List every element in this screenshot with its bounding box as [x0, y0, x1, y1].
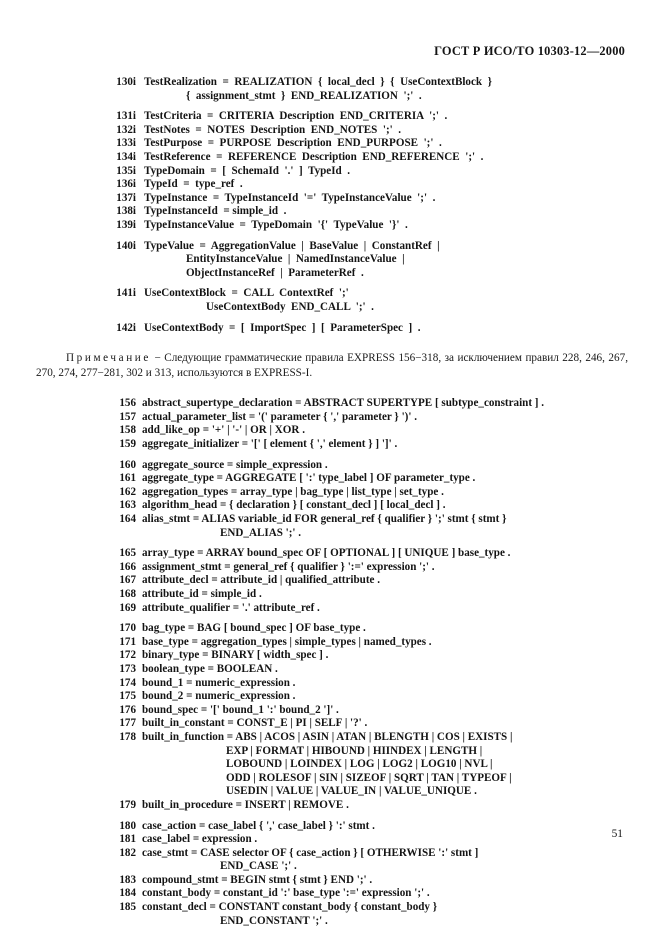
rule-text: alias_stmt = ALIAS variable_id FOR general_ref { qualifier } ';' stmt { stmt }: [142, 513, 507, 526]
note-label: Примечание: [66, 352, 151, 365]
grammar-rule: [110, 636, 628, 650]
rule-number: 172: [119, 649, 136, 662]
rule-text: array_type = ARRAY bound_spec OF [ OPTIONAL ] [ UNIQUE ] base_type .: [142, 547, 511, 560]
rule-text: TestReference = REFERENCE Description END_REFERENCE ';' .: [144, 150, 484, 163]
rule-text: TypeInstance = TypeInstanceId '=' TypeInstanceValue ';' .: [144, 191, 436, 204]
grammar-rule: [110, 847, 628, 861]
rule-number: 160: [119, 458, 136, 471]
rule-number: 135i: [116, 164, 136, 177]
rule-text: base_type = aggregation_types | simple_types | named_types .: [142, 635, 432, 648]
note-text: Следующие грамматические правила EXPRESS 156−318, за исключением правил 228, 246, 267, 270, 274, 277−281, 302 и 313, используются в EXPRESS-I.: [36, 352, 628, 379]
grammar-rule: [110, 901, 628, 915]
grammar-rule: [110, 459, 628, 473]
rule-number: 133i: [116, 137, 136, 150]
rule-text: TypeId = type_ref .: [144, 178, 243, 191]
rule-text: aggregate_type = AGGREGATE [ ':' type_label ] OF parameter_type .: [142, 472, 476, 485]
grammar-rule: [110, 677, 628, 691]
note-dash: −: [150, 352, 165, 365]
grammar-rule: [110, 486, 628, 500]
rule-number: 179: [119, 798, 136, 811]
paragraph-gap: [110, 813, 628, 820]
grammar-rule: [110, 622, 628, 636]
grammar-rule: [110, 499, 628, 513]
rule-number: 177: [119, 717, 136, 730]
rule-number: 162: [119, 485, 136, 498]
rule-text: TypeInstanceValue = TypeDomain '{' TypeValue '}' .: [144, 218, 408, 231]
grammar-rule: [110, 704, 628, 718]
rule-text: built_in_procedure = INSERT | REMOVE .: [142, 798, 349, 811]
paragraph-gap: [102, 315, 628, 322]
rule-text: case_action = case_label { ',' case_label } ':' stmt .: [142, 819, 375, 832]
grammar-rule: [110, 588, 628, 602]
rule-text: binary_type = BINARY [ width_spec ] .: [142, 649, 329, 662]
grammar-rule: [102, 192, 628, 206]
rule-number: 169: [119, 601, 136, 614]
grammar-rule: [102, 137, 628, 151]
grammar-rule: [110, 397, 628, 411]
rule-number: 134i: [116, 150, 136, 163]
paragraph-gap: [102, 103, 628, 110]
grammar-rule: [102, 322, 628, 336]
paragraph-gap: [110, 452, 628, 459]
rule-number: 156: [119, 397, 136, 410]
rule-continuation-line: ObjectInstanceRef | ParameterRef .: [186, 266, 364, 279]
grammar-rule: [110, 833, 628, 847]
rule-number: 165: [119, 547, 136, 560]
rule-text: abstract_supertype_declaration = ABSTRACT SUPERTYPE [ subtype_constraint ] .: [142, 397, 545, 410]
grammar-rule: [110, 561, 628, 575]
rule-text: TestCriteria = CRITERIA Description END_CRITERIA ';' .: [144, 110, 448, 123]
rule-text: compound_stmt = BEGIN stmt { stmt } END ';' .: [142, 873, 373, 886]
rule-text: attribute_qualifier = '.' attribute_ref .: [142, 601, 320, 614]
rule-text: actual_parameter_list = '(' parameter { ',' parameter } ')' .: [142, 410, 417, 423]
paragraph-gap: [110, 615, 628, 622]
grammar-rule: [102, 110, 628, 124]
rule-number: 183: [119, 873, 136, 886]
grammar-rule: [110, 690, 628, 704]
rule-text: built_in_constant = CONST_E | PI | SELF | '?' .: [142, 717, 368, 730]
rule-number: 142i: [116, 321, 136, 334]
rule-text: UseContextBlock = CALL ContextRef ';': [144, 287, 349, 300]
rule-text: TestRealization = REALIZATION { local_decl } { UseContextBlock }: [144, 76, 492, 88]
rule-text: constant_body = constant_id ':' base_type ':=' expression ';' .: [142, 887, 430, 900]
grammar-rule: [110, 438, 628, 452]
rule-continuation-line: END_ALIAS ';' .: [220, 526, 302, 539]
grammar-rule: [110, 820, 628, 834]
rule-text: aggregate_initializer = '[' [ element { ',' element } ] ']' .: [142, 438, 398, 451]
rule-number: 181: [119, 833, 136, 846]
rule-continuation-line: EntityInstanceValue | NamedInstanceValue |: [186, 253, 405, 266]
rule-text: TestPurpose = PURPOSE Description END_PURPOSE ';' .: [144, 137, 442, 150]
note-paragraph: [36, 351, 628, 380]
page-number: 51: [611, 828, 623, 840]
rule-text: TypeInstanceId = simple_id .: [144, 205, 287, 218]
rule-text: bag_type = BAG [ bound_spec ] OF base_type .: [142, 622, 366, 635]
rule-number: 158: [119, 424, 136, 437]
rule-number: 173: [119, 662, 136, 675]
rule-text: aggregation_types = array_type | bag_type | list_type | set_type .: [142, 485, 444, 498]
rule-text: built_in_function = ABS | ACOS | ASIN | ATAN | BLENGTH | COS | EXISTS |: [142, 730, 513, 743]
rule-number: 167: [119, 574, 136, 587]
grammar-rule: [110, 411, 628, 425]
rule-number: 136i: [116, 178, 136, 191]
rule-continuation-line: { assignment_stmt } END_REALIZATION ';' .: [186, 89, 422, 102]
grammar-rule: [102, 240, 628, 254]
rule-continuation-line: END_CASE ';' .: [220, 860, 297, 873]
rule-text: bound_1 = numeric_expression .: [142, 676, 296, 689]
rule-number: 159: [119, 438, 136, 451]
grammar-rule: [110, 513, 628, 527]
page-header-standard-number: ГОСТ Р ИСО/ТО 10303-12—2000: [434, 44, 625, 58]
rule-number: 171: [119, 635, 136, 648]
rule-text: algorithm_head = { declaration } [ constant_decl ] [ local_decl ] .: [142, 499, 446, 512]
rule-number: 166: [119, 560, 136, 573]
rule-text: TestNotes = NOTES Description END_NOTES ';' .: [144, 123, 402, 136]
rule-text: UseContextBody = [ ImportSpec ] [ ParameterSpec ] .: [144, 321, 421, 334]
rule-number: 132i: [116, 123, 136, 136]
rule-number: 140i: [116, 239, 136, 252]
grammar-rule: [102, 151, 628, 165]
grammar-rule: [102, 205, 628, 219]
rule-continuation-line: USEDIN | VALUE | VALUE_IN | VALUE_UNIQUE .: [226, 785, 477, 798]
grammar-rule: [102, 76, 628, 90]
rule-text: constant_decl = CONSTANT constant_body { constant_body }: [142, 901, 438, 914]
rule-continuation-line: END_CONSTANT ';' .: [220, 914, 328, 927]
rule-number: 157: [119, 410, 136, 423]
rule-number: 175: [119, 690, 136, 703]
rule-number: 168: [119, 588, 136, 600]
rule-number: 176: [119, 703, 136, 716]
paragraph-gap: [102, 280, 628, 287]
rule-number: 163: [119, 499, 136, 512]
rule-text: bound_2 = numeric_expression .: [142, 690, 296, 703]
rule-text: add_like_op = '+' | '-' | OR | XOR .: [142, 424, 305, 437]
rule-number: 182: [119, 846, 136, 859]
grammar-rule: [110, 887, 628, 901]
grammar-rule: [102, 124, 628, 138]
rule-number: 170: [119, 622, 136, 635]
rule-number: 137i: [116, 191, 136, 204]
rule-number: 174: [119, 676, 136, 689]
grammar-rule: [102, 165, 628, 179]
page-content: [36, 76, 628, 928]
rule-number: 178: [119, 730, 136, 743]
grammar-rule: [110, 574, 628, 588]
rule-text: TypeDomain = [ SchemaId '.' ] TypeId .: [144, 164, 351, 177]
rule-number: 184: [119, 887, 136, 900]
rule-number: 161: [119, 472, 136, 485]
grammar-rule: [110, 731, 628, 745]
rule-text: attribute_id = simple_id .: [142, 588, 262, 600]
grammar-rule: [110, 649, 628, 663]
rule-number: 138i: [116, 205, 136, 218]
rule-number: 180: [119, 819, 136, 832]
rule-number: 130i: [116, 76, 136, 88]
rule-continuation-line: LOBOUND | LOINDEX | LOG | LOG2 | LOG10 | NVL |: [226, 758, 493, 771]
rule-text: case_label = expression .: [142, 833, 258, 846]
rule-continuation-line: EXP | FORMAT | HIBOUND | HIINDEX | LENGTH |: [226, 744, 483, 757]
rule-text: aggregate_source = simple_expression .: [142, 458, 328, 471]
grammar-rule: [110, 663, 628, 677]
rule-number: 185: [119, 901, 136, 914]
grammar-rule: [110, 424, 628, 438]
rule-number: 164: [119, 513, 136, 526]
grammar-rule: [102, 178, 628, 192]
grammar-rule: [110, 602, 628, 616]
rule-number: 131i: [116, 110, 136, 123]
grammar-rule: [102, 219, 628, 233]
grammar-rule: [102, 287, 628, 301]
express-rules-block: [36, 397, 628, 928]
rule-text: bound_spec = '[' bound_1 ':' bound_2 ']' .: [142, 703, 339, 716]
grammar-rule: [110, 874, 628, 888]
rule-continuation-line: UseContextBody END_CALL ';' .: [206, 300, 374, 313]
grammar-rule: [110, 717, 628, 731]
rule-number: 139i: [116, 218, 136, 231]
express-i-rules-block: [36, 76, 628, 335]
rule-text: case_stmt = CASE selector OF { case_action } [ OTHERWISE ':' stmt ]: [142, 846, 479, 859]
paragraph-gap: [110, 540, 628, 547]
rule-text: attribute_decl = attribute_id | qualified_attribute .: [142, 574, 381, 587]
rule-text: boolean_type = BOOLEAN .: [142, 662, 278, 675]
rule-text: TypeValue = AggregationValue | BaseValue | ConstantRef |: [144, 239, 440, 252]
paragraph-gap: [102, 233, 628, 240]
grammar-rule: [110, 472, 628, 486]
rule-continuation-line: ODD | ROLESOF | SIN | SIZEOF | SQRT | TAN | TYPEOF |: [226, 771, 512, 784]
grammar-rule: [110, 799, 628, 813]
rule-number: 141i: [116, 287, 136, 300]
grammar-rule: [110, 547, 628, 561]
rule-text: assignment_stmt = general_ref { qualifier } ':=' expression ';' .: [142, 560, 435, 573]
